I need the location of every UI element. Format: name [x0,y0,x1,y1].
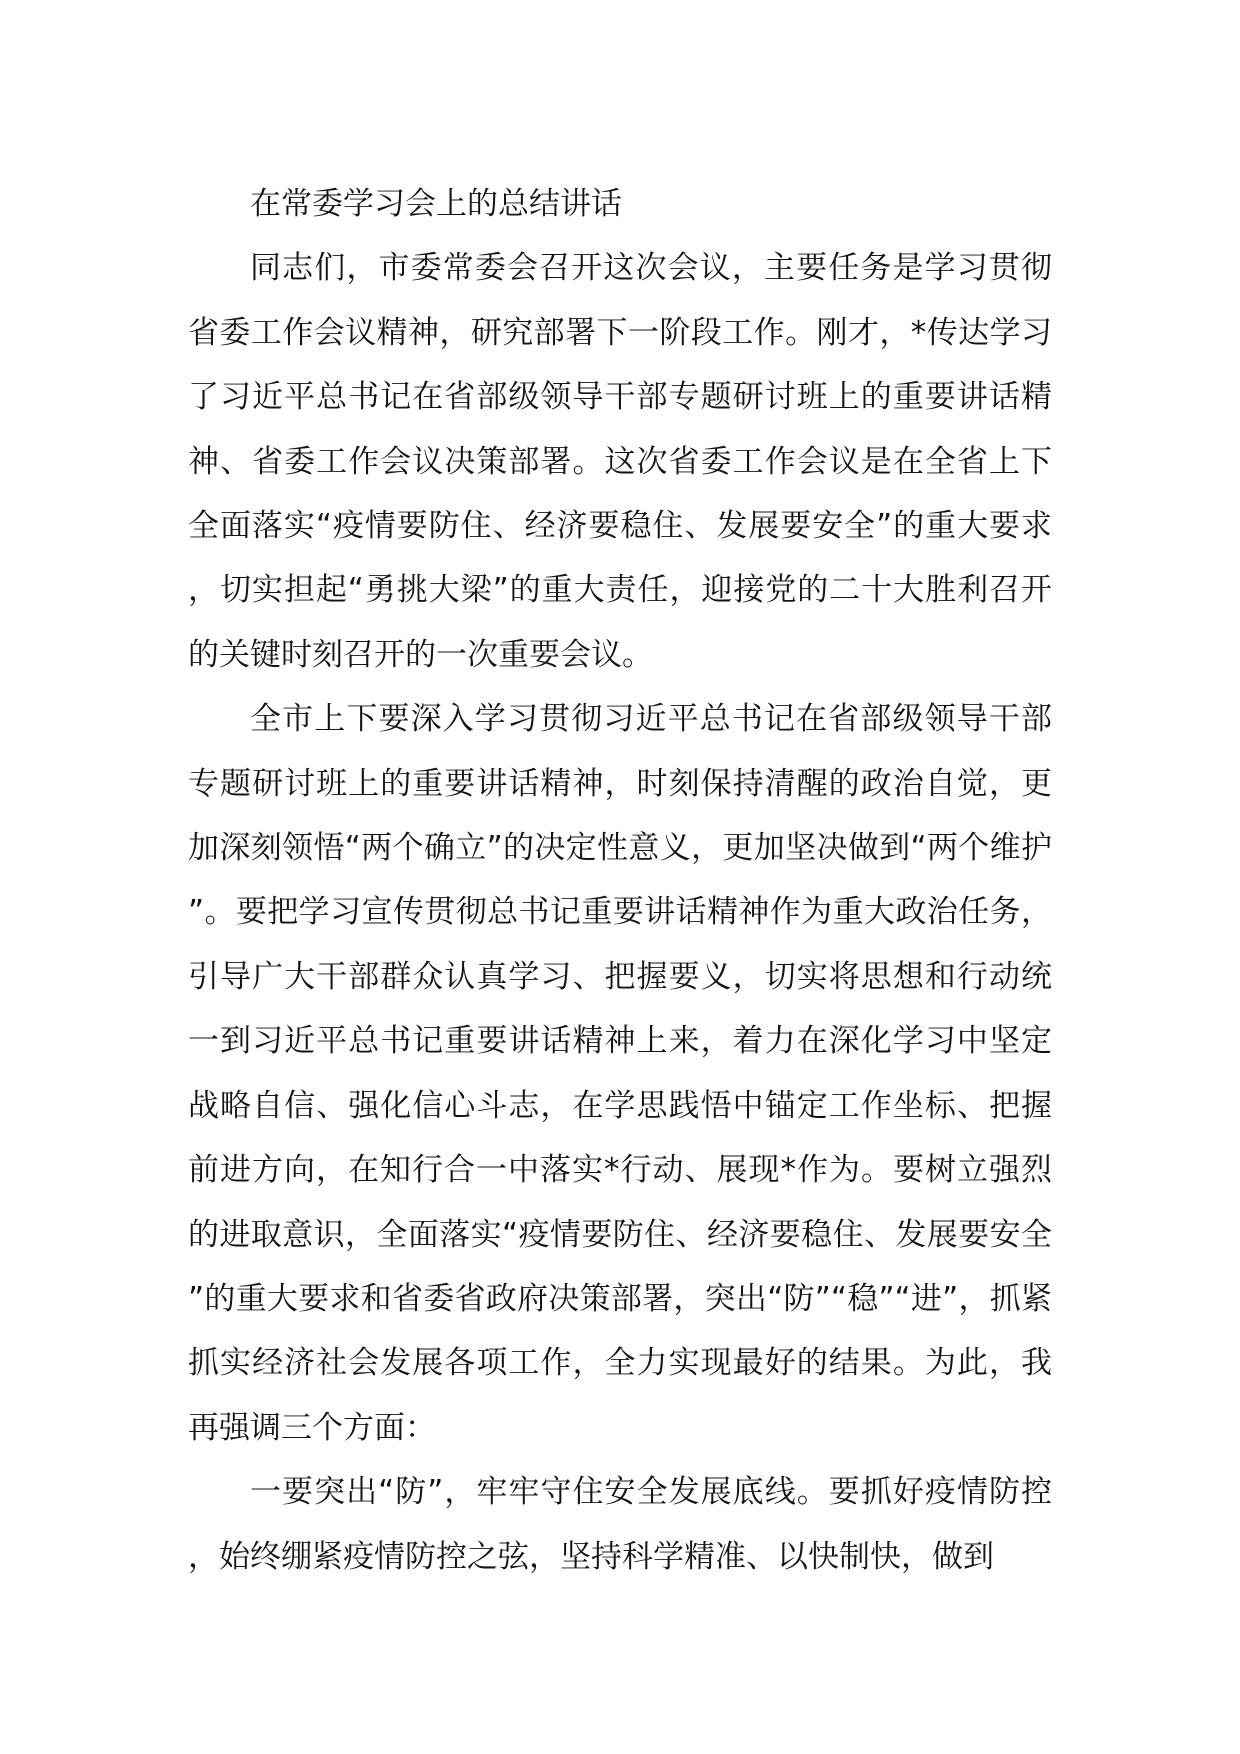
paragraph-2: 全市上下要深入学习贯彻习近平总书记在省部级领导干部专题研讨班上的重要讲话精神，时刻保持清醒的政治自觉，更加深刻领悟“两个确立”的决定性意义，更加坚决做到“两个维护”。要把学习宣传贯彻总书记重要讲话精神作为重大政治任务，引导广大干部群众认真学习、把握要义，切实将思想和行动统一到习近平总书记重要讲话精神上来，着力在深化学习中坚定战略自信、强化信心斗志，在学思践悟中锚定工作坐标、把握前进方向，在知行合一中落实*行动、展现*作为。要树立强烈的进取意识，全面落实“疫情要防住、经济要稳住、发展要安全”的重大要求和省委省政府决策部署，突出“防”“稳”“进”，抓紧抓实经济社会发展各项工作，全力实现最好的结果。为此，我再强调三个方面： [188,701,1052,1446]
document-body [188,172,1052,1589]
document-title: 在常委学习会上的总结讲话 [250,186,622,222]
paragraph-3: 一要突出“防”，牢牢守住安全发展底线。要抓好疫情防控，始终绷紧疫情防控之弦，坚持科学精准、以快制快，做到 [188,1474,1052,1575]
paragraph-1: 同志们，市委常委会召开这次会议，主要任务是学习贯彻省委工作会议精神，研究部署下一阶段工作。刚才，*传达学习了习近平总书记在省部级领导干部专题研讨班上的重要讲话精神、省委工作会议决策部署。这次省委工作会议是在全省上下全面落实“疫情要防住、经济要稳住、发展要安全”的重大要求，切实担起“勇挑大梁”的重大责任，迎接党的二十大胜利召开的关键时刻召开的一次重要会议。 [188,250,1052,673]
